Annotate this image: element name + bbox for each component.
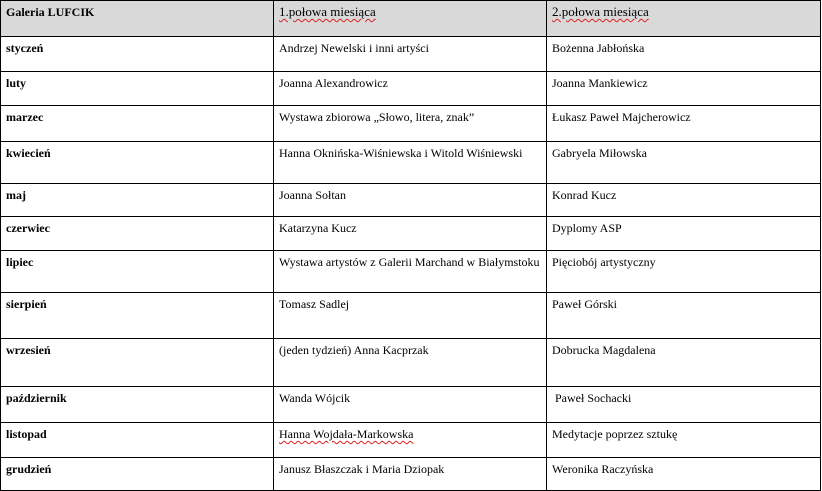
- table-row: [1, 142, 821, 184]
- first-half-cell: Janusz Błaszczak i Maria Dziopak: [274, 458, 547, 491]
- month-cell: listopad: [1, 423, 274, 458]
- second-half-cell: Dyplomy ASP: [547, 217, 821, 251]
- second-half-cell: Dobrucka Magdalena: [547, 339, 821, 387]
- header-second-half: [547, 1, 821, 37]
- month-cell: grudzień: [1, 458, 274, 491]
- table-header-row: [1, 1, 821, 37]
- header-gallery-name: Galeria LUFCIK: [1, 1, 274, 37]
- first-half-cell: Andrzej Newelski i inni artyści: [274, 37, 547, 72]
- month-cell: styczeń: [1, 37, 274, 72]
- second-half-cell: Bożenna Jabłońska: [547, 37, 821, 72]
- table-row: [1, 387, 821, 423]
- table-row: [1, 106, 821, 142]
- first-half-cell: Hanna Oknińska-Wiśniewska i Witold Wiśniewski: [274, 142, 547, 184]
- first-half-text: Hanna Wojdała-Markowska: [279, 427, 414, 441]
- first-half-cell: (jeden tydzień) Anna Kacprzak: [274, 339, 547, 387]
- table-row: [1, 37, 821, 72]
- first-half-cell: [274, 423, 547, 458]
- month-cell: czerwiec: [1, 217, 274, 251]
- month-cell: październik: [1, 387, 274, 423]
- first-half-cell: Wystawa zbiorowa „Słowo, litera, znak”: [274, 106, 547, 142]
- first-half-cell: Wystawa artystów z Galerii Marchand w Białymstoku: [274, 251, 547, 293]
- header-first-half: [274, 1, 547, 37]
- table-row: [1, 339, 821, 387]
- first-half-cell: Joanna Alexandrowicz: [274, 72, 547, 106]
- second-half-cell: Medytacje poprzez sztukę: [547, 423, 821, 458]
- month-cell: luty: [1, 72, 274, 106]
- second-half-cell: Łukasz Paweł Majcherowicz: [547, 106, 821, 142]
- month-cell: maj: [1, 184, 274, 217]
- second-half-cell: Pięciobój artystyczny: [547, 251, 821, 293]
- second-half-cell: Paweł Sochacki: [547, 387, 821, 423]
- first-half-cell: Katarzyna Kucz: [274, 217, 547, 251]
- header-second-half-text: 2.połowa miesiąca: [552, 4, 649, 19]
- month-cell: wrzesień: [1, 339, 274, 387]
- table-row: [1, 72, 821, 106]
- second-half-cell: Konrad Kucz: [547, 184, 821, 217]
- month-cell: marzec: [1, 106, 274, 142]
- second-half-cell: Weronika Raczyńska: [547, 458, 821, 491]
- month-cell: sierpień: [1, 293, 274, 339]
- second-half-cell: Joanna Mankiewicz: [547, 72, 821, 106]
- table-row: [1, 293, 821, 339]
- second-half-cell: Gabryela Miłowska: [547, 142, 821, 184]
- first-half-cell: Joanna Sołtan: [274, 184, 547, 217]
- table-row: [1, 458, 821, 491]
- header-first-half-text: 1.połowa miesiąca: [279, 4, 376, 19]
- table-row: [1, 423, 821, 458]
- table-row: [1, 217, 821, 251]
- table-row: [1, 251, 821, 293]
- table-row: [1, 184, 821, 217]
- first-half-cell: Wanda Wójcik: [274, 387, 547, 423]
- month-cell: kwiecień: [1, 142, 274, 184]
- month-cell: lipiec: [1, 251, 274, 293]
- second-half-cell: Paweł Górski: [547, 293, 821, 339]
- first-half-cell: Tomasz Sadlej: [274, 293, 547, 339]
